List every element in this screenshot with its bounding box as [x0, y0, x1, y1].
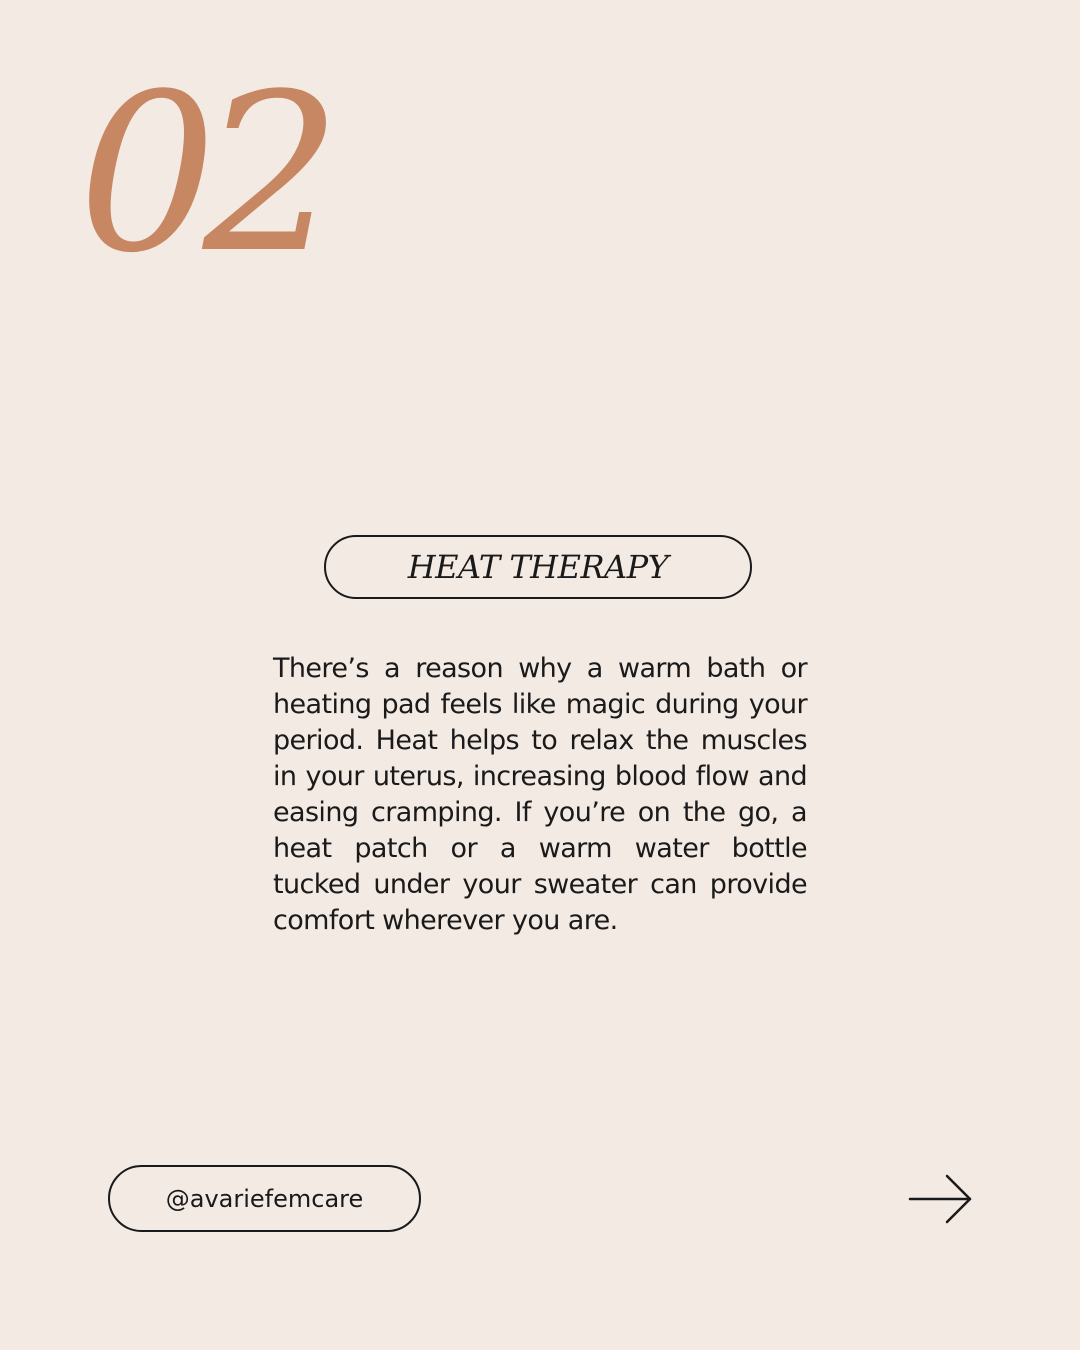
body-text: There’s a reason why a warm bath or heating pad feels like magic during your period. Heat helps to relax the muscles in your uterus, increasing blood flow and easing cramping. If you’re on the go, a heat patch or a warm water bottle tucked under your sweater can provide comfort wherever you are.	[273, 653, 807, 936]
slide-title: HEAT THERAPY	[407, 548, 669, 586]
title-pill	[324, 535, 752, 599]
slide-number: 02	[78, 48, 328, 301]
handle-pill[interactable]	[108, 1165, 421, 1232]
social-handle: @avariefemcare	[165, 1184, 364, 1213]
arrow-right-icon[interactable]	[908, 1174, 974, 1224]
